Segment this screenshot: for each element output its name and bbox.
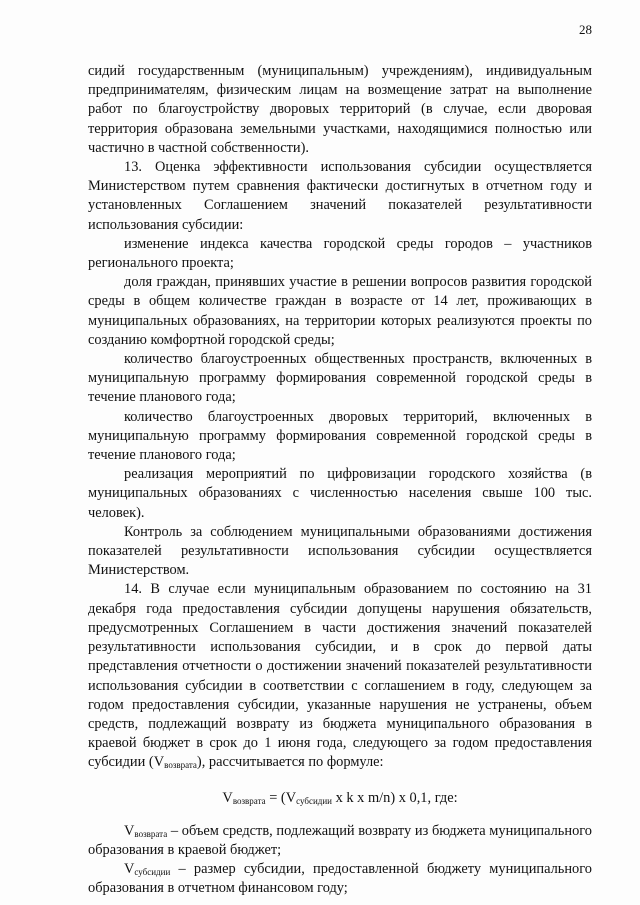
- definition-v-return: [88, 822, 592, 860]
- formula-subsidy-subscript: субсидии: [296, 795, 332, 806]
- definition-text: – объем средств, подлежащий возврату из бюджета муниципального образования в краевой бюджет;: [88, 822, 592, 858]
- paragraph-14-tail: ), рассчитывается по формуле:: [196, 754, 384, 771]
- indicator-item: изменение индекса качества городской среды городов – участников регионального проекта;: [88, 235, 592, 272]
- document-body: [88, 62, 592, 899]
- formula-v: V: [222, 789, 233, 806]
- paragraph-13: 13. Оценка эффективности использования субсидии осуществляется Министерством путем сравнения фактически достигнутых в отчетном году и установленных Соглашением значений показателей результативности использования субсидии:: [88, 159, 592, 233]
- control-paragraph: Контроль за соблюдением муниципальными образованиями достижения показателей результативности использования субсидии осуществляется Министерством.: [88, 523, 592, 579]
- indicator-item: доля граждан, принявших участие в решении вопросов развития городской среды в общем количестве граждан в возрасте от 14 лет, проживающих в муниципальных образованиях, на территории которых реализуются проекты по созданию комфортной городской среды;: [88, 274, 592, 348]
- indicator-item: количество благоустроенных дворовых территорий, включенных в муниципальную программу формирования современной городской среды в течение планового года;: [88, 408, 592, 464]
- definition-symbol: V: [124, 861, 135, 878]
- definition-text: – размер субсидии, предоставленной бюджету муниципального образования в отчетном финансовом году;: [88, 861, 592, 897]
- paragraph-14-subscript: возврата: [164, 760, 197, 771]
- page-number: 28: [579, 22, 592, 37]
- definition-subscript: субсидии: [134, 867, 171, 878]
- formula-rest: x k x m/n) x 0,1, где:: [331, 789, 458, 806]
- paragraph-14: [88, 580, 592, 772]
- indicator-item: количество благоустроенных общественных пространств, включенных в муниципальную программу формирования современной городской среды в течение планового года;: [88, 351, 592, 406]
- formula-v-subscript: возврата: [232, 795, 266, 806]
- definition-v-subsidy: [88, 860, 592, 898]
- return-formula: [88, 789, 592, 808]
- formula-eq: = (V: [265, 789, 297, 806]
- definition-symbol: V: [124, 822, 135, 839]
- definition-subscript: возврата: [134, 828, 168, 839]
- paragraph-continuation: сидий государственным (муниципальным) учреждениям), индивидуальным предпринимателям, физическим лицам на возмещение затрат на выполнение работ по благоустройству дворовых территорий (в случае, если дворовая территория образована земельными участками, находящимися полностью или частично в частной собственности).: [88, 63, 592, 156]
- indicator-item: реализация мероприятий по цифровизации городского хозяйства (в муниципальных образованиях с численностью населения свыше 100 тыс. человек).: [88, 466, 592, 521]
- paragraph-14-text: 14. В случае если муниципальным образованием по состоянию на 31 декабря года предоставления субсидии допущены нарушения обязательств, предусмотренных Соглашением в части достижения значений показателей результативности использования субсидии, и в срок до первой даты представления отчетности о достижении значений показателей результативности использования субсидии в соответствии с соглашением в году, следующем за годом предоставления субсидии, указанные нарушения не устранены, объем средств, подлежащий возврату из бюджета муниципального образования в краевой бюджет в срок до 1 июня года, следующего за годом предоставления субсидии (V: [88, 581, 592, 771]
